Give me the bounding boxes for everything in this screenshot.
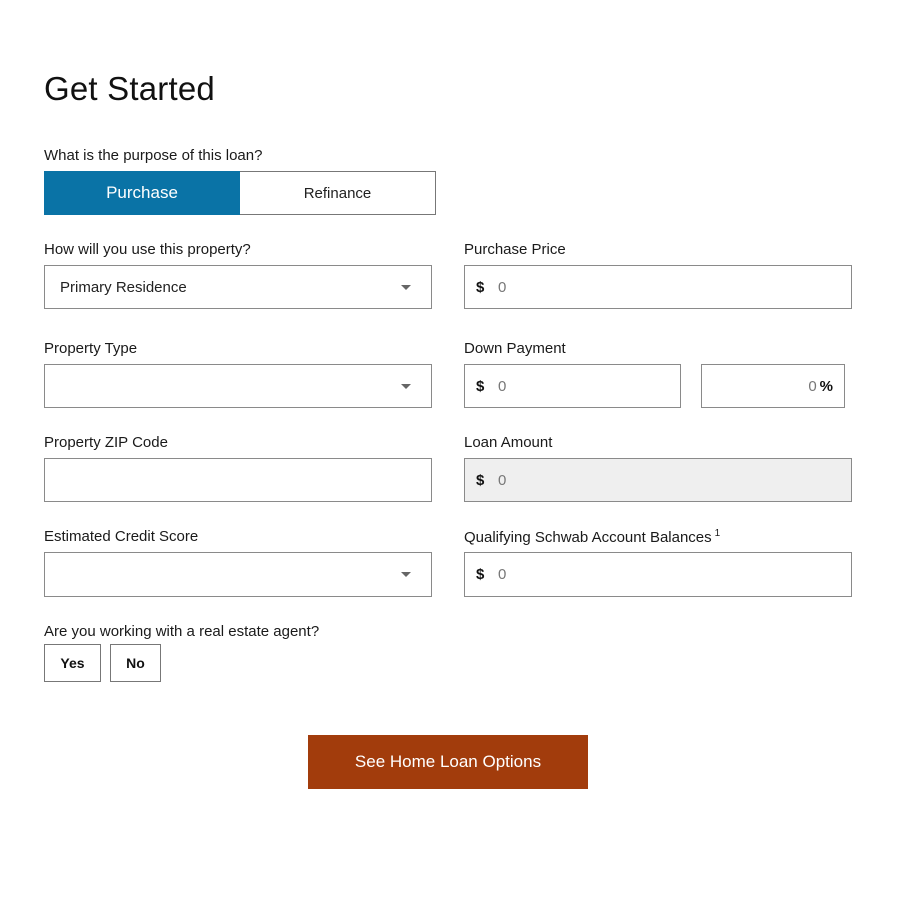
- dollar-sign: $: [476, 278, 485, 296]
- down-payment-label: Down Payment: [464, 340, 566, 357]
- property-use-value: Primary Residence: [60, 278, 187, 296]
- credit-score-select[interactable]: [44, 552, 432, 597]
- property-type-label: Property Type: [44, 340, 138, 357]
- see-home-loan-options-button[interactable]: See Home Loan Options: [308, 735, 588, 789]
- property-type-select[interactable]: [44, 364, 432, 408]
- agent-label: Are you working with a real estate agent?: [44, 623, 320, 640]
- credit-score-label: Estimated Credit Score: [44, 528, 199, 545]
- property-use-select[interactable]: [44, 265, 432, 309]
- down-payment-amount-value: 0: [498, 377, 507, 395]
- footnote-marker[interactable]: 1: [714, 528, 721, 539]
- agent-yes-button[interactable]: Yes: [44, 644, 101, 682]
- loan-amount-field: [464, 458, 852, 502]
- agent-no-button[interactable]: No: [110, 644, 161, 682]
- account-balances-input[interactable]: [464, 552, 852, 597]
- dollar-sign: $: [476, 377, 485, 395]
- chevron-down-icon: [401, 572, 411, 577]
- loan-purpose-label: What is the purpose of this loan?: [44, 147, 263, 164]
- purchase-price-label: Purchase Price: [464, 241, 566, 258]
- dollar-sign: $: [476, 566, 485, 583]
- chevron-down-icon: [401, 285, 411, 290]
- percent-sign: %: [819, 377, 833, 395]
- page-title: Get Started: [44, 70, 215, 107]
- account-balances-label-wrap: [464, 528, 720, 546]
- loan-amount-value: 0: [498, 471, 507, 489]
- zip-input[interactable]: [44, 458, 432, 502]
- account-balances-label: Qualifying Schwab Account Balances: [464, 529, 712, 546]
- refinance-button[interactable]: Refinance: [240, 171, 436, 215]
- purchase-price-value: 0: [498, 278, 507, 296]
- dollar-sign: $: [476, 471, 485, 489]
- down-payment-amount-input[interactable]: [464, 364, 681, 408]
- purchase-price-input[interactable]: [464, 265, 852, 309]
- loan-amount-label: Loan Amount: [464, 434, 553, 451]
- account-balances-value: 0: [498, 566, 507, 583]
- loan-purpose-toggle: [44, 171, 436, 215]
- purchase-button[interactable]: Purchase: [44, 171, 240, 215]
- down-payment-percent-input[interactable]: [701, 364, 845, 408]
- chevron-down-icon: [401, 384, 411, 389]
- down-payment-percent-value: 0: [808, 377, 817, 395]
- property-use-label: How will you use this property?: [44, 241, 251, 258]
- zip-label: Property ZIP Code: [44, 434, 168, 451]
